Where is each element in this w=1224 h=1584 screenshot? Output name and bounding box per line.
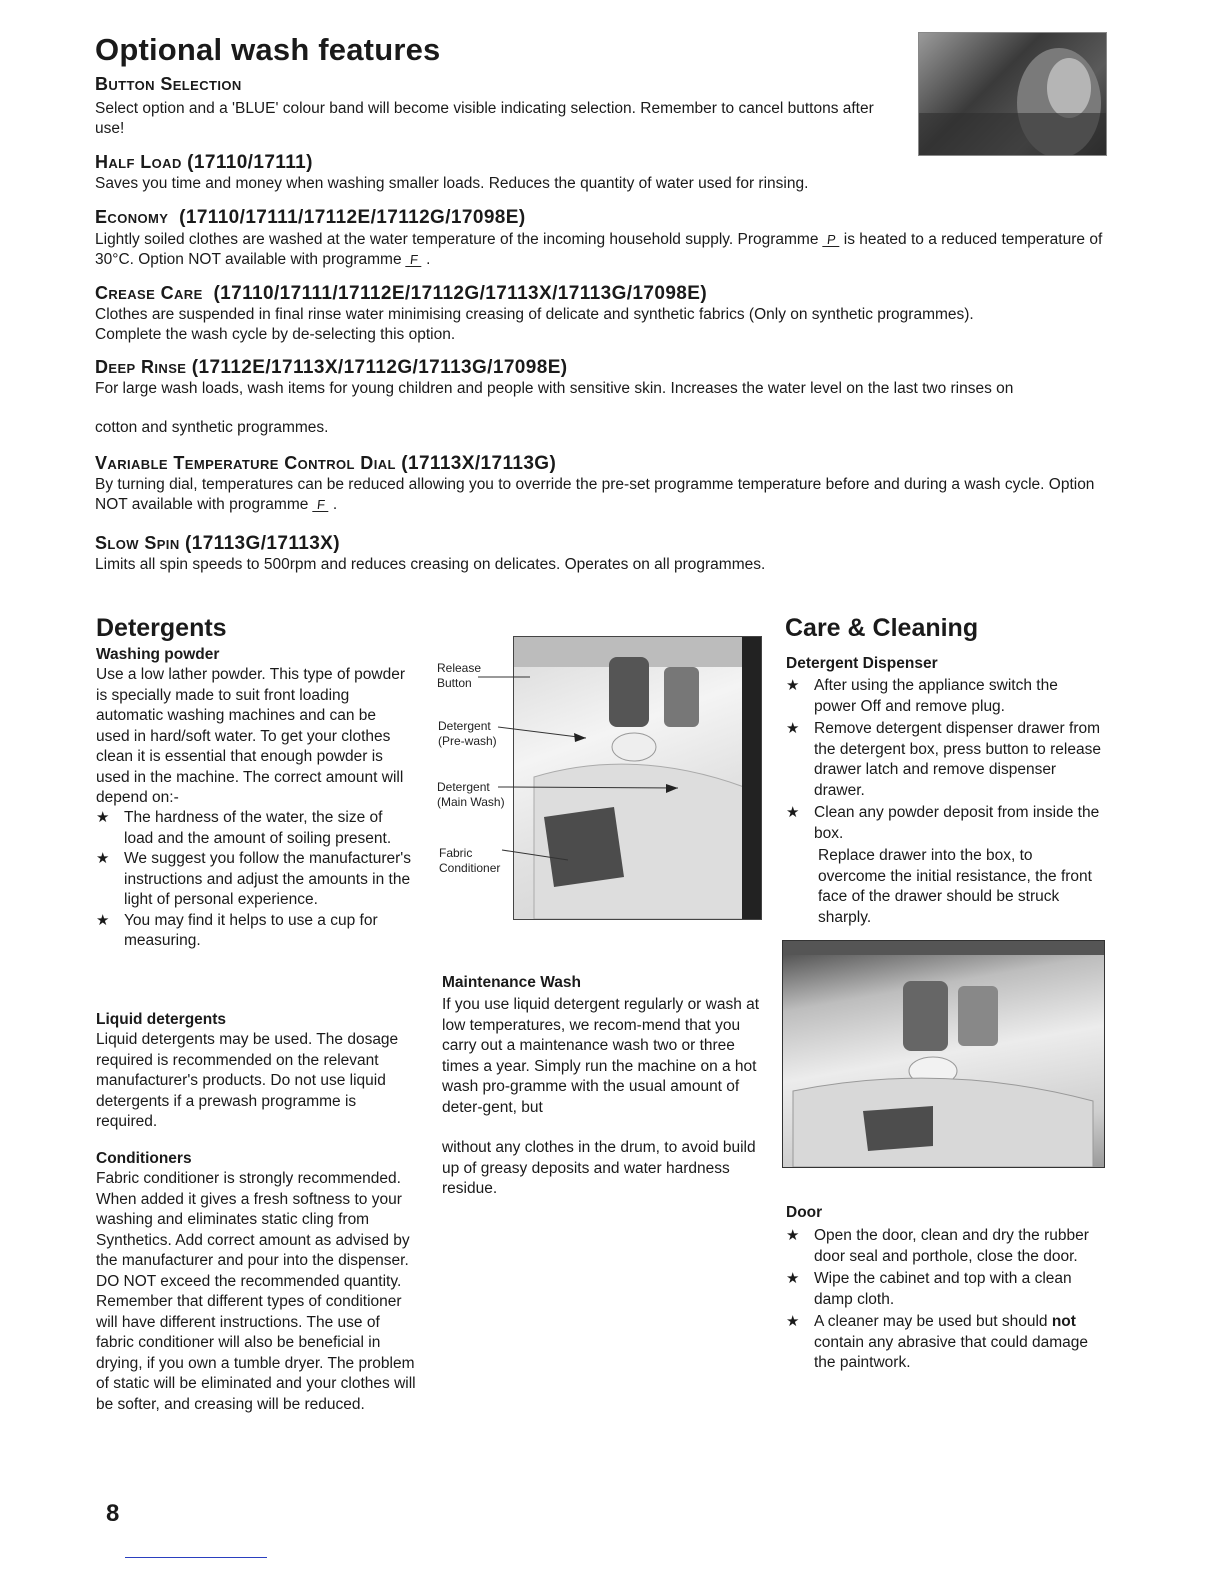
list-item-text: You may find it helps to use a cup for measuring. bbox=[124, 911, 378, 949]
slow-spin-heading bbox=[95, 533, 340, 555]
crease-care-label: Crease Care bbox=[95, 283, 203, 303]
list-item-text: We suggest you follow the manufacturer's instructions and adjust the amounts in the light of personal experience. bbox=[124, 850, 411, 908]
star-icon: ★ bbox=[786, 720, 800, 737]
vtc-text-body: By turning dial, temperatures can be reduced allowing you to override the pre-set programme temperature before and during a wash cycle. Option NOT available with programme bbox=[95, 476, 1095, 513]
liquid-detergents-text: Liquid detergents may be used. The dosage required is recommended on the relevant manufacturer's products. Do not use liquid detergents if a prewash programme is required. bbox=[96, 1031, 399, 1130]
programme-p-symbol: P bbox=[822, 233, 840, 247]
list-item-text: Wipe the cabinet and top with a clean damp cloth. bbox=[814, 1270, 1072, 1308]
liquid-detergents-heading: Liquid detergents bbox=[96, 1011, 227, 1028]
label-detergent-1: Detergent bbox=[438, 719, 491, 733]
star-icon: ★ bbox=[96, 850, 110, 867]
crease-care-codes: (17110/17111/17112E/17112G/17113X/17113G/17098E) bbox=[213, 283, 708, 304]
drawer-cleaning-art bbox=[783, 941, 1104, 1167]
vtc-text: By turning dial, temperatures can be reduced allowing you to override the pre-set programme temperature before and during a wash cycle. Option NOT available with programme F . bbox=[95, 476, 1095, 513]
vtc-heading bbox=[95, 453, 556, 475]
door-b3-part1: A cleaner may be used but should bbox=[814, 1313, 1048, 1330]
list-item-text: Remove detergent dispenser drawer from the detergent box, press button to release drawer latch and remove dispenser drawer. bbox=[814, 720, 1101, 799]
conditioners-heading: Conditioners bbox=[96, 1150, 192, 1167]
slow-spin-codes: (17113G/17113X) bbox=[185, 533, 340, 554]
maintenance-heading: Maintenance Wash bbox=[442, 974, 581, 991]
economy-text: Lightly soiled clothes are washed at the water temperature of the incoming household supply. Programme P is heated to a reduced temperature of 30°C. Option NOT available with programme F . bbox=[95, 231, 1103, 268]
list-item bbox=[96, 808, 416, 849]
economy-codes: (17110/17111/17112E/17112G/17098E) bbox=[179, 207, 526, 228]
star-icon: ★ bbox=[786, 1270, 800, 1287]
slow-spin-label: Slow Spin bbox=[95, 533, 180, 553]
crease-care-text: Clothes are suspended in final rinse water minimising creasing of delicate and synthetic fabrics (Only on synthetic programmes). Complete the wash cycle by de-selecting this option. bbox=[95, 306, 974, 343]
replace-drawer-text: Replace drawer into the box, to overcome the initial resistance, the front face of the drawer should be struck sharply. bbox=[818, 847, 1092, 926]
washing-powder-text: Use a low lather powder. This type of powder is specially made to suit front loading automatic washing machines and can be used in hard/soft water. To get your clothes clean it is essential that enough powder is used in the machine. The correct amount will depend on:- bbox=[96, 666, 406, 806]
star-icon: ★ bbox=[786, 1313, 800, 1330]
star-icon: ★ bbox=[786, 677, 800, 694]
list-item bbox=[786, 1312, 1104, 1374]
detergents-title: Detergents bbox=[96, 614, 227, 642]
label-mainwash: (Main Wash) bbox=[437, 795, 505, 809]
label-release-button bbox=[437, 661, 481, 691]
label-detergent-2: Detergent bbox=[437, 780, 490, 794]
programme-f-symbol-2: F bbox=[312, 498, 329, 512]
list-item-text: The hardness of the water, the size of load and the amount of soiling present. bbox=[124, 809, 392, 847]
half-load-heading bbox=[95, 152, 313, 174]
deep-rinse-text: For large wash loads, wash items for young children and people with sensitive skin. Increases the water level on the last two rinses on bbox=[95, 380, 1014, 397]
page-title: Optional wash features bbox=[95, 32, 441, 67]
economy-text-part2: is heated to a reduced temperature of 30°C. Option NOT available with programme bbox=[95, 231, 1103, 268]
economy-label: Economy bbox=[95, 207, 169, 227]
care-cleaning-title: Care & Cleaning bbox=[785, 614, 979, 642]
list-item bbox=[786, 1269, 1104, 1310]
star-icon: ★ bbox=[96, 911, 110, 929]
label-prewash: (Pre-wash) bbox=[438, 734, 497, 748]
list-item-text: Open the door, clean and dry the rubber door seal and porthole, close the door. bbox=[814, 1227, 1089, 1265]
control-button-photo bbox=[918, 32, 1107, 156]
list-item bbox=[786, 803, 1104, 844]
vtc-label: Variable Temperature Control Dial bbox=[95, 453, 396, 473]
list-item-text: After using the appliance switch the power Off and remove plug. bbox=[814, 677, 1058, 715]
crease-care-heading bbox=[95, 283, 707, 305]
conditioners-text: Fabric conditioner is strongly recommended. When added it gives a fresh softness to your washing and eliminates static cling from Synthetics. Add correct amount as advised by the manufacturer and pour into the dispenser. DO NOT exceed the recommended quantity. Remember that different types of conditioner will have different instructions. The use of fabric conditioner will also be beneficial in drying, if you own a tumble dryer. The problem of static will be eliminated and your clothes will be softer, and creasing will be reduced. bbox=[96, 1170, 416, 1413]
list-item-text: Clean any powder deposit from inside the box. bbox=[814, 804, 1100, 842]
label-button: Button bbox=[437, 676, 472, 690]
footer-rule bbox=[125, 1557, 267, 1558]
door-heading: Door bbox=[786, 1204, 823, 1221]
label-fabric: Fabric bbox=[439, 846, 473, 860]
door-list bbox=[786, 1226, 1104, 1374]
button-selection-heading: Button Selection bbox=[95, 74, 242, 94]
list-item bbox=[786, 1226, 1104, 1267]
half-load-label: Half Load bbox=[95, 152, 182, 172]
half-load-codes: (17110/17111) bbox=[187, 152, 313, 173]
vtc-codes: (17113X/17113G) bbox=[401, 453, 557, 474]
list-item bbox=[786, 719, 1104, 801]
dispenser-list bbox=[786, 676, 1104, 844]
detergent-dispenser-heading: Detergent Dispenser bbox=[786, 655, 938, 672]
deep-rinse-codes: (17112E/17113X/17112G/17113G/17098E) bbox=[191, 357, 568, 378]
door-b3-part2: contain any abrasive that could damage the paintwork. bbox=[814, 1333, 1089, 1371]
economy-heading bbox=[95, 207, 526, 229]
button-selection-text: Select option and a 'BLUE' colour band will become visible indicating selection. Remember to cancel buttons after use! bbox=[95, 100, 874, 137]
washing-powder-heading: Washing powder bbox=[96, 646, 220, 663]
star-icon: ★ bbox=[786, 804, 800, 821]
list-item bbox=[96, 911, 416, 952]
deep-rinse-label: Deep Rinse bbox=[95, 357, 187, 377]
deep-rinse-text-2: cotton and synthetic programmes. bbox=[95, 419, 329, 436]
star-icon: ★ bbox=[786, 1227, 800, 1244]
drawer-cleaning-photo bbox=[782, 940, 1105, 1168]
maintenance-text: If you use liquid detergent regularly or wash at low temperatures, we recom-mend that you carry out a maintenance wash two or three times a year. Simply run the machine on a hot wash pro-gramme with the usual amount of deter-gent, but bbox=[442, 996, 760, 1116]
list-item-text bbox=[814, 1313, 1088, 1371]
slow-spin-text: Limits all spin speeds to 500rpm and reduces creasing on delicates. Operates on all programmes. bbox=[95, 556, 766, 573]
washing-powder-list bbox=[96, 808, 416, 952]
list-item bbox=[786, 676, 1104, 717]
half-load-text: Saves you time and money when washing smaller loads. Reduces the quantity of water used for rinsing. bbox=[95, 175, 809, 192]
label-conditioner: Conditioner bbox=[439, 861, 501, 875]
label-release: Release bbox=[437, 661, 482, 675]
page-number: 8 bbox=[106, 1500, 120, 1527]
diagram-leader-lines bbox=[478, 660, 678, 880]
economy-text-part1: Lightly soiled clothes are washed at the water temperature of the incoming household supply. Programme bbox=[95, 231, 819, 248]
star-icon: ★ bbox=[96, 809, 110, 826]
maintenance-text-2: without any clothes in the drum, to avoid build up of greasy deposits and water hardness residue. bbox=[442, 1139, 756, 1197]
programme-f-symbol: F bbox=[405, 253, 422, 267]
deep-rinse-heading bbox=[95, 357, 568, 379]
door-b3-not: not bbox=[1051, 1313, 1076, 1330]
button-photo-art bbox=[919, 33, 1106, 155]
list-item bbox=[96, 849, 416, 911]
